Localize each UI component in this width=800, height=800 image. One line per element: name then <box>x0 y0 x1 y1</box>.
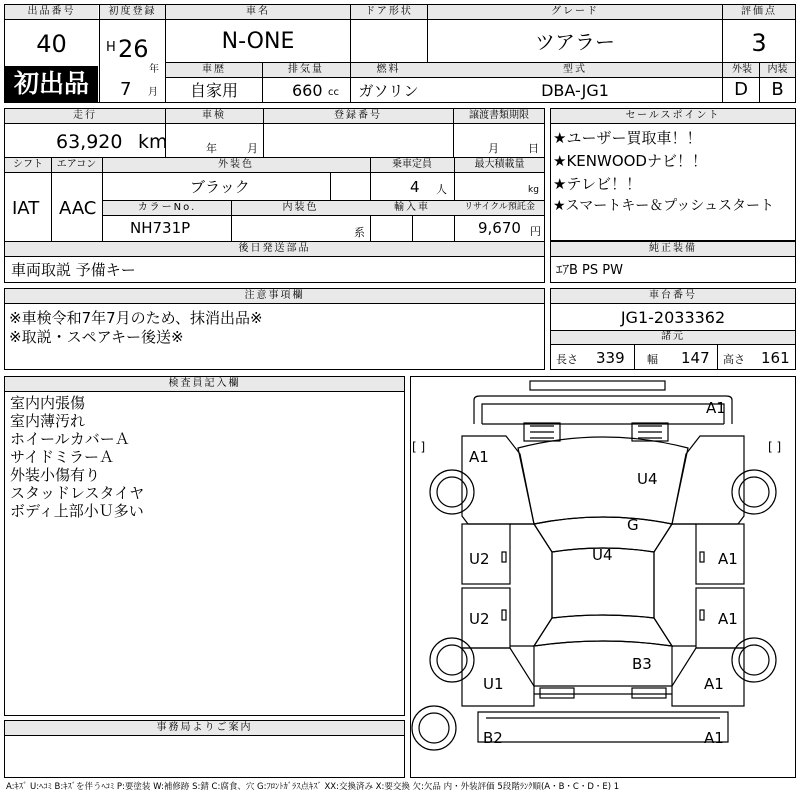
height-label: 高さ <box>723 353 745 366</box>
damage-mark-roof: U4 <box>592 546 613 564</box>
score-value: 3 <box>751 29 767 57</box>
inspector-notes-label: 検査員記入欄 <box>168 378 241 389</box>
registration-month: 7 <box>120 79 132 100</box>
first-listing-text: 初出品 <box>13 69 89 98</box>
car-name-label: 車名 <box>246 6 270 17</box>
inspector-note: スタッドレスタイヤ <box>10 484 145 502</box>
transfer-docs-label: 譲渡書類期限 <box>469 110 529 121</box>
damage-mark-left-rear-quarter: U1 <box>483 675 504 693</box>
lot-number: 40 <box>36 30 67 58</box>
inspector-note: ボディ上部小Ｕ多い <box>10 502 144 520</box>
width-value: 147 <box>681 349 710 367</box>
recycle-fee-value: 9,670 <box>478 219 521 237</box>
transfer-day-unit: 日 <box>528 142 539 155</box>
exterior-color-value: ブラック <box>190 178 250 196</box>
damage-mark-windshield: G <box>627 516 639 534</box>
inspection-year-unit: 年 <box>206 142 217 155</box>
exterior-score: D <box>734 79 748 100</box>
door-type-label: ドア形状 <box>365 6 413 17</box>
era: H <box>106 40 116 55</box>
lot-number-label: 出品番号 <box>27 6 76 17</box>
model-label: 型式 <box>563 64 587 75</box>
recycle-fee-unit: 円 <box>530 225 541 238</box>
shift-value: IAT <box>12 198 40 219</box>
transfer-month-unit: 月 <box>488 142 499 155</box>
sales-points-label: セールスポイント <box>625 110 721 121</box>
year-unit: 年 <box>149 64 159 75</box>
color-number-value: NH731P <box>130 219 191 237</box>
car-name: N-ONE <box>221 29 295 54</box>
mileage-value: 63,920 <box>56 131 123 153</box>
chassis-number-label: 車台番号 <box>649 290 697 301</box>
car-history-value: 自家用 <box>189 81 238 100</box>
left-bracket: [ ] <box>412 440 426 454</box>
displacement-unit: cc <box>328 87 339 98</box>
displacement-label: 排気量 <box>288 64 324 75</box>
chassis-number-value: JG1-2033362 <box>620 308 726 327</box>
model-value: DBA-JG1 <box>541 81 609 100</box>
damage-mark-hood: U4 <box>637 470 658 488</box>
damage-mark-rear-bumper-right: A1 <box>704 729 724 747</box>
later-parts-value: 車両取説 予備キー <box>11 261 136 279</box>
interior-score: B <box>771 79 784 100</box>
shift-label: シフト <box>13 159 43 170</box>
max-load-unit: kg <box>528 185 539 195</box>
capacity-label: 乗車定員 <box>392 159 432 170</box>
specs-label: 諸元 <box>661 331 685 342</box>
mileage-label: 走行 <box>73 110 97 121</box>
color-number-label: カラーNo. <box>137 202 197 213</box>
interior-color-label: 内装色 <box>282 202 319 213</box>
note-line: ※取説・スペアキー後送※ <box>9 328 184 346</box>
note-line: ※車検令和7年7月のため、抹消出品※ <box>9 309 263 327</box>
sales-point-item: ★テレビ！！ <box>553 175 642 193</box>
car-history-label: 車歴 <box>202 64 226 75</box>
inspector-note: 室内内張傷 <box>10 394 86 412</box>
car-diagram <box>410 376 796 778</box>
sales-point-item: ★ユーザー買取車！！ <box>553 129 702 147</box>
right-bracket: [ ] <box>768 440 782 454</box>
capacity-value: 4 <box>410 178 420 196</box>
length-value: 339 <box>596 349 625 367</box>
inspector-note: 外装小傷有り <box>10 466 101 484</box>
exterior-label: 外装 <box>732 64 752 75</box>
width-label: 幅 <box>647 353 658 366</box>
registration-year: 26 <box>118 35 149 63</box>
fuel-value: ガソリン <box>358 82 419 100</box>
sales-point-item: ★スマートキー＆プッシュスタート <box>553 198 775 214</box>
capacity-unit: 人 <box>436 183 447 196</box>
sales-point-item: ★KENWOODナビ！！ <box>553 152 707 170</box>
recycle-fee-label: リサイクル預託金 <box>464 202 535 212</box>
damage-mark-right-front-door: A1 <box>718 550 738 568</box>
damage-mark-left-rear-door: U2 <box>469 610 490 628</box>
damage-mark-front-bumper: A1 <box>706 399 726 417</box>
import-car-label: 輸入車 <box>394 202 430 213</box>
equipment-label: 純正装備 <box>649 243 697 254</box>
exterior-color-label: 外装色 <box>218 159 254 170</box>
later-parts-label: 後日発送部品 <box>238 243 311 254</box>
grade-value: ツアラー <box>535 30 615 54</box>
max-load-label: 最大積載量 <box>474 159 525 170</box>
damage-mark-front-left-fender: A1 <box>469 448 489 466</box>
interior-label: 内装 <box>767 64 788 75</box>
displacement-value: 660 <box>292 81 323 100</box>
interior-color-unit: 系 <box>354 226 365 239</box>
month-unit: 月 <box>148 87 158 98</box>
aircon-label: エアコン <box>56 159 97 170</box>
mileage-unit: km <box>138 131 168 153</box>
damage-code-legend: A:ｷｽﾞ U:ﾍｺﾐ B:ｷｽﾞを伴うﾍｺﾐ P:要塗装 W:補修跡 S:錆 C:腐食、穴 G:ﾌﾛﾝﾄｶﾞﾗｽ点ｷｽﾞ XX:交換済み X:要交換 欠:欠品 内・外装評価 5段階ﾗﾝｸ順(A・B・C・D・E) 1 <box>6 782 620 792</box>
damage-mark-trunk: B3 <box>632 655 652 673</box>
inspector-note: サイドミラーＡ <box>10 448 114 466</box>
length-label: 長さ <box>556 353 578 366</box>
damage-mark-right-rear-door: A1 <box>718 610 738 628</box>
inspector-note: ホイールカバーＡ <box>10 430 130 448</box>
inspection-label: 車検 <box>202 110 226 121</box>
score-label: 評価点 <box>741 6 777 17</box>
damage-mark-right-rear-quarter: A1 <box>704 675 724 693</box>
office-notice-label: 事務局よりご案内 <box>156 722 253 733</box>
damage-mark-left-front-door: U2 <box>469 550 490 568</box>
grade-label: グレード <box>551 6 599 17</box>
equipment-value: ｴｱB PS PW <box>556 263 623 278</box>
notes-label: 注意事項欄 <box>244 290 305 301</box>
inspection-month-unit: 月 <box>247 142 258 155</box>
damage-mark-rear-bumper-left: B2 <box>483 729 503 747</box>
fuel-label: 燃料 <box>376 64 401 75</box>
registration-number-label: 登録番号 <box>334 110 382 121</box>
height-value: 161 <box>761 349 790 367</box>
inspector-note: 室内薄汚れ <box>10 412 86 430</box>
aircon-value: AAC <box>59 198 97 219</box>
registration-date-label: 初度登録 <box>108 6 157 17</box>
